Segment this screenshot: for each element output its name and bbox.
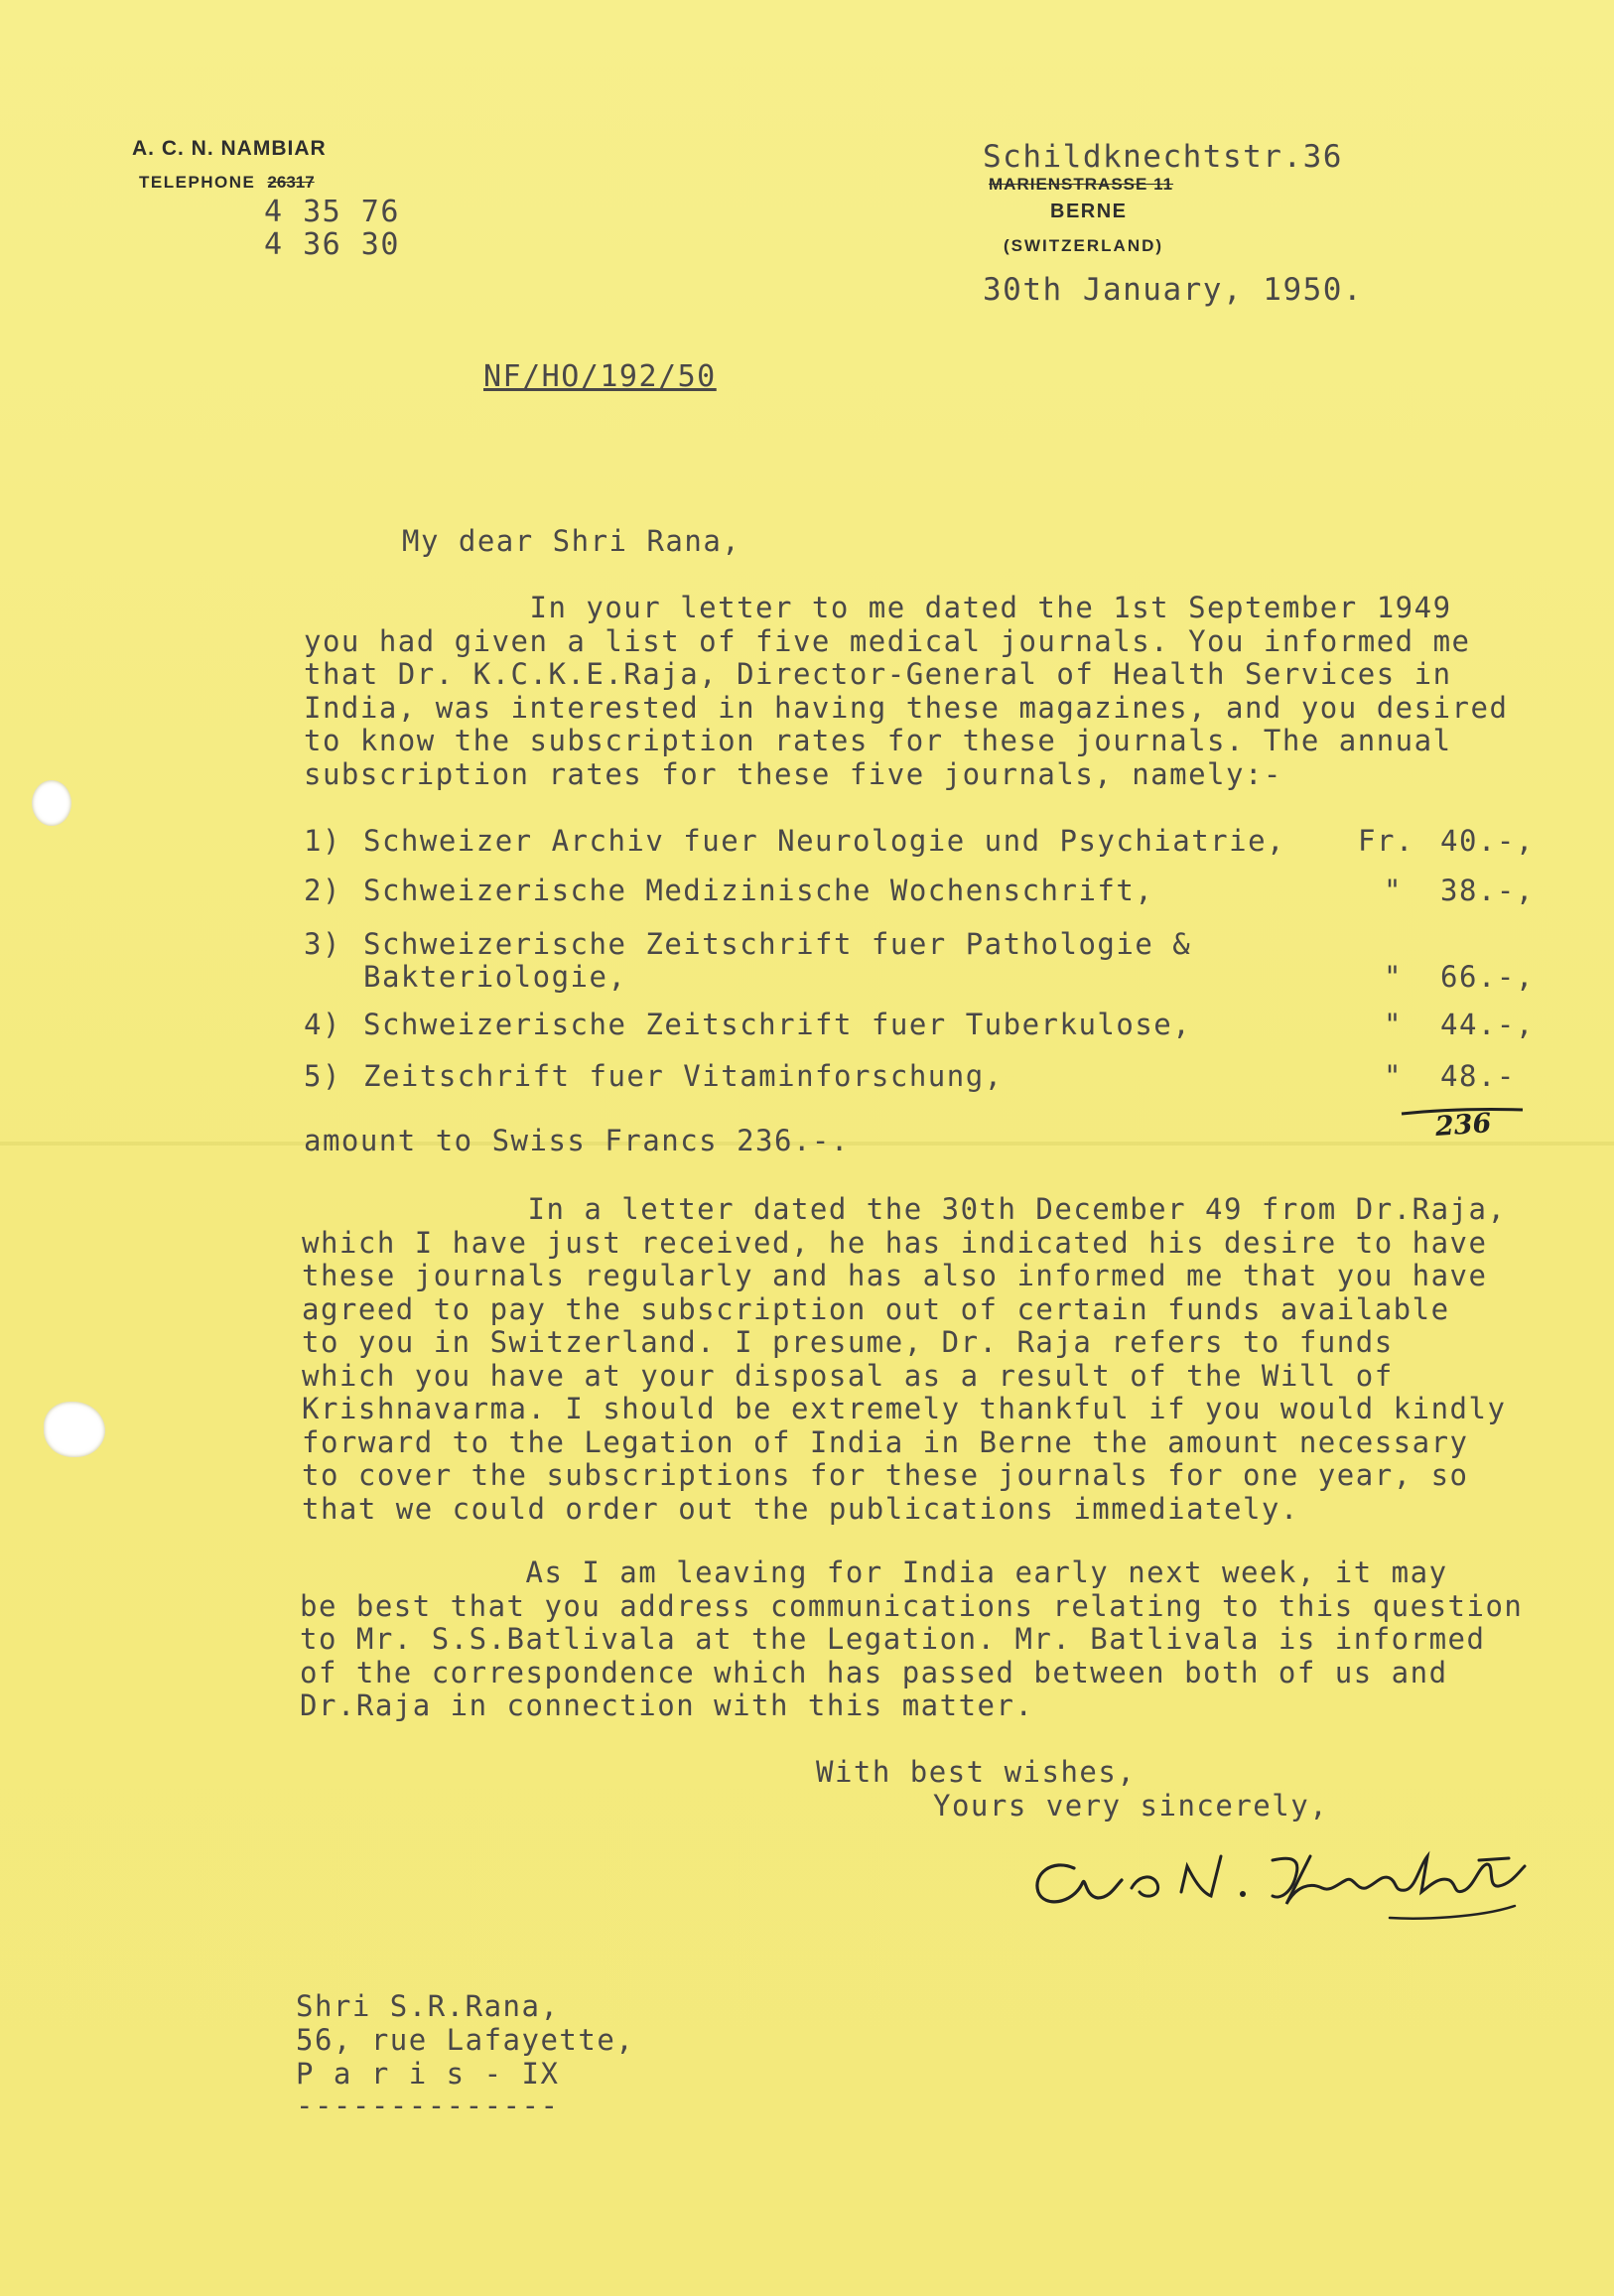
- paragraph-2-line: which I have just received, he has indicated his desire to have: [302, 1225, 1488, 1260]
- reference-number: NF/HO/192/50: [483, 359, 717, 394]
- paragraph-2-line: to cover the subscriptions for these journals for one year, so: [302, 1458, 1469, 1492]
- paragraph-2-line: Krishnavarma. I should be extremely thankful if you would kindly: [302, 1392, 1507, 1425]
- paragraph-1-line: that Dr. K.C.K.E.Raja, Director-General of Health Services in: [304, 657, 1452, 691]
- journal-amount: 38.-,: [1440, 874, 1535, 907]
- paragraph-1-line: India, was interested in having these magazines, and you desired: [304, 690, 1509, 725]
- paragraph-3-line: As I am leaving for India early next week, it may: [300, 1555, 1448, 1589]
- telephone-number-1: 4 35 76: [264, 195, 400, 229]
- journal-item: [304, 1059, 1545, 1099]
- closing-wishes: With best wishes,: [816, 1755, 1137, 1789]
- journal-item: [304, 824, 1545, 864]
- recipient-name: Shri S.R.Rana,: [296, 1989, 560, 2023]
- letter-date: 30th January, 1950.: [983, 272, 1364, 308]
- journal-currency: ": [1384, 1059, 1403, 1093]
- recipient-city: P a r i s - IX: [296, 2057, 560, 2091]
- paragraph-1-line: to know the subscription rates for these journals. The annual: [304, 724, 1452, 757]
- salutation: My dear Shri Rana,: [402, 524, 741, 558]
- punch-hole-bottom: [44, 1402, 105, 1457]
- journal-item: [304, 1008, 1545, 1047]
- handwritten-signature: [1012, 1826, 1608, 1936]
- closing-sincerely: Yours very sincerely,: [933, 1789, 1329, 1823]
- telephone-label: TELEPHONE: [139, 173, 256, 192]
- journal-title: Schweizer Archiv fuer Neurologie und Psychiatrie,: [363, 824, 1286, 858]
- street-address-typed: Schildknechtstr.36: [983, 139, 1343, 175]
- handwritten-total: 236: [1433, 1108, 1493, 1143]
- total-line: amount to Swiss Francs 236.-.: [304, 1124, 850, 1157]
- paragraph-3: [300, 1556, 1523, 1723]
- street-address-old: MARIENSTRASSE 11: [989, 175, 1174, 194]
- sender-name: A. C. N. NAMBIAR: [132, 137, 327, 160]
- city-name: BERNE: [1050, 201, 1128, 222]
- paragraph-1-line: you had given a list of five medical journals. You informed me: [304, 623, 1471, 658]
- journal-title: Schweizerische Zeitschrift fuer Tuberkulose,: [363, 1008, 1192, 1041]
- journal-number: 1): [304, 824, 341, 858]
- paragraph-1-line: In your letter to me dated the 1st September 1949: [304, 591, 1452, 624]
- journal-currency: ": [1384, 1008, 1403, 1041]
- journal-amount: 44.-,: [1440, 1008, 1535, 1041]
- paragraph-2-line: these journals regularly and has also informed me that you have: [302, 1259, 1488, 1292]
- recipient-street: 56, rue Lafayette,: [296, 2023, 635, 2057]
- journal-currency: ": [1384, 874, 1403, 907]
- country-name: (SWITZERLAND): [1004, 236, 1164, 255]
- paragraph-2-line: In a letter dated the 30th December 49 from Dr.Raja,: [302, 1192, 1507, 1226]
- telephone-old-number: 26317: [267, 173, 315, 192]
- paragraph-2-line: which you have at your disposal as a result of the Will of: [302, 1358, 1394, 1393]
- paragraph-3-line: be best that you address communications relating to this question: [300, 1588, 1524, 1623]
- paragraph-1-line: subscription rates for these five journals, namely:-: [304, 756, 1282, 791]
- journal-title: Zeitschrift fuer Vitaminforschung,: [363, 1059, 1004, 1093]
- paragraph-3-line: of the correspondence which has passed between both of us and: [300, 1655, 1448, 1689]
- paragraph-3-line: Dr.Raja in connection with this matter.: [300, 1688, 1034, 1722]
- telephone-line: [139, 173, 315, 193]
- paragraph-2-line: agreed to pay the subscription out of certain funds available: [302, 1291, 1450, 1326]
- journal-currency: ": [1384, 960, 1403, 994]
- journal-title: Schweizerische Medizinische Wochenschrift,: [363, 874, 1154, 907]
- journal-number: 3): [304, 927, 341, 961]
- journal-number: 2): [304, 874, 341, 907]
- journal-amount: 40.-,: [1440, 824, 1535, 858]
- paragraph-2-line: that we could order out the publications immediately.: [302, 1491, 1299, 1526]
- telephone-number-2: 4 36 30: [264, 227, 400, 262]
- journal-item: [304, 927, 1545, 1001]
- journal-item: [304, 874, 1545, 913]
- journal-amount: 66.-,: [1440, 960, 1535, 994]
- paragraph-3-line: to Mr. S.S.Batlivala at the Legation. Mr. Batlivala is informed: [300, 1622, 1486, 1656]
- paragraph-2-line: to you in Switzerland. I presume, Dr. Raja refers to funds: [302, 1325, 1394, 1359]
- journal-title: Schweizerische Zeitschrift fuer Pathologie &: [363, 927, 1192, 961]
- journal-title-continued: Bakteriologie,: [363, 960, 627, 994]
- journal-amount: 48.-: [1440, 1059, 1516, 1093]
- paragraph-2: [302, 1193, 1506, 1526]
- journal-currency: Fr.: [1358, 824, 1414, 858]
- recipient-underline: --------------: [296, 2089, 560, 2122]
- journal-number: 5): [304, 1059, 341, 1093]
- paragraph-2-line: forward to the Legation of India in Berne the amount necessary: [302, 1424, 1469, 1459]
- paragraph-1: [304, 592, 1508, 791]
- punch-hole-top: [32, 780, 71, 826]
- journal-number: 4): [304, 1008, 341, 1041]
